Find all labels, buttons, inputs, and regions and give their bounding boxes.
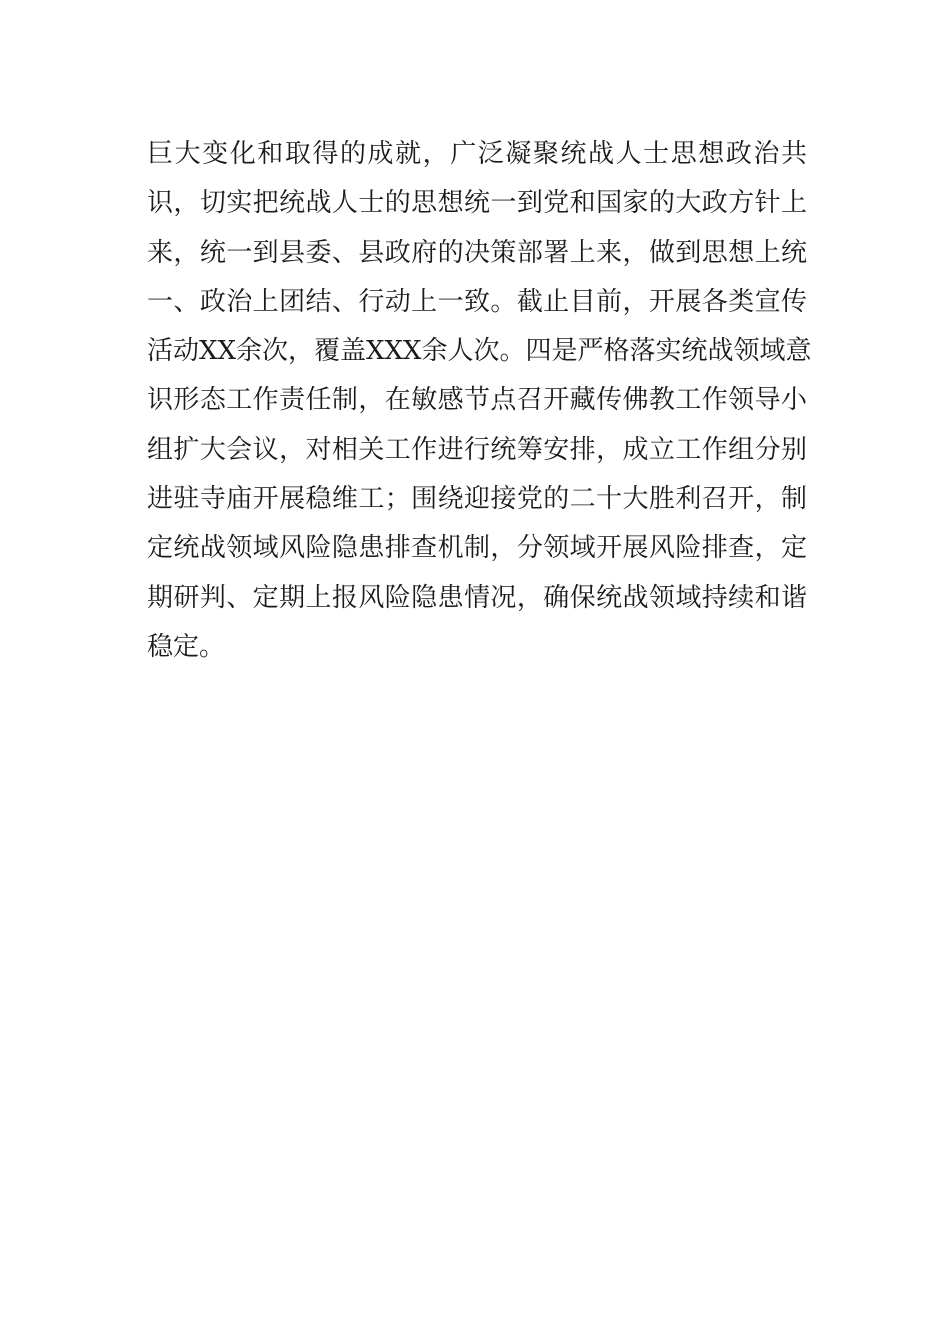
paragraph-line-6: 识形态工作责任制，在敏感节点召开藏传佛教工作领导小 bbox=[147, 385, 807, 416]
paragraph-line-11: 稳定。 bbox=[147, 631, 226, 662]
paragraph-line-7: 组扩大会议，对相关工作进行统筹安排，成立工作组分别 bbox=[147, 434, 807, 465]
paragraph-line-9: 定统战领域风险隐患排查机制，分领域开展风险排查，定 bbox=[147, 533, 807, 564]
paragraph-line-5: 活动XX余次，覆盖XXX余人次。四是严格落实统战领域意 bbox=[147, 336, 812, 367]
paragraph-line-10: 期研判、定期上报风险隐患情况，确保统战领域持续和谐 bbox=[147, 582, 807, 613]
body-paragraph bbox=[147, 130, 812, 672]
paragraph-line-1: 巨大变化和取得的成就，广泛凝聚统战人士思想政治共 bbox=[147, 139, 807, 169]
paragraph-line-2: 识，切实把统战人士的思想统一到党和国家的大政方针上 bbox=[147, 188, 807, 219]
paragraph-line-4: 一、政治上团结、行动上一致。截止目前，开展各类宣传 bbox=[147, 286, 807, 317]
paragraph-line-8: 进驻寺庙开展稳维工；围绕迎接党的二十大胜利召开，制 bbox=[147, 484, 807, 515]
paragraph-line-3: 来，统一到县委、县政府的决策部署上来，做到思想上统 bbox=[147, 237, 807, 268]
